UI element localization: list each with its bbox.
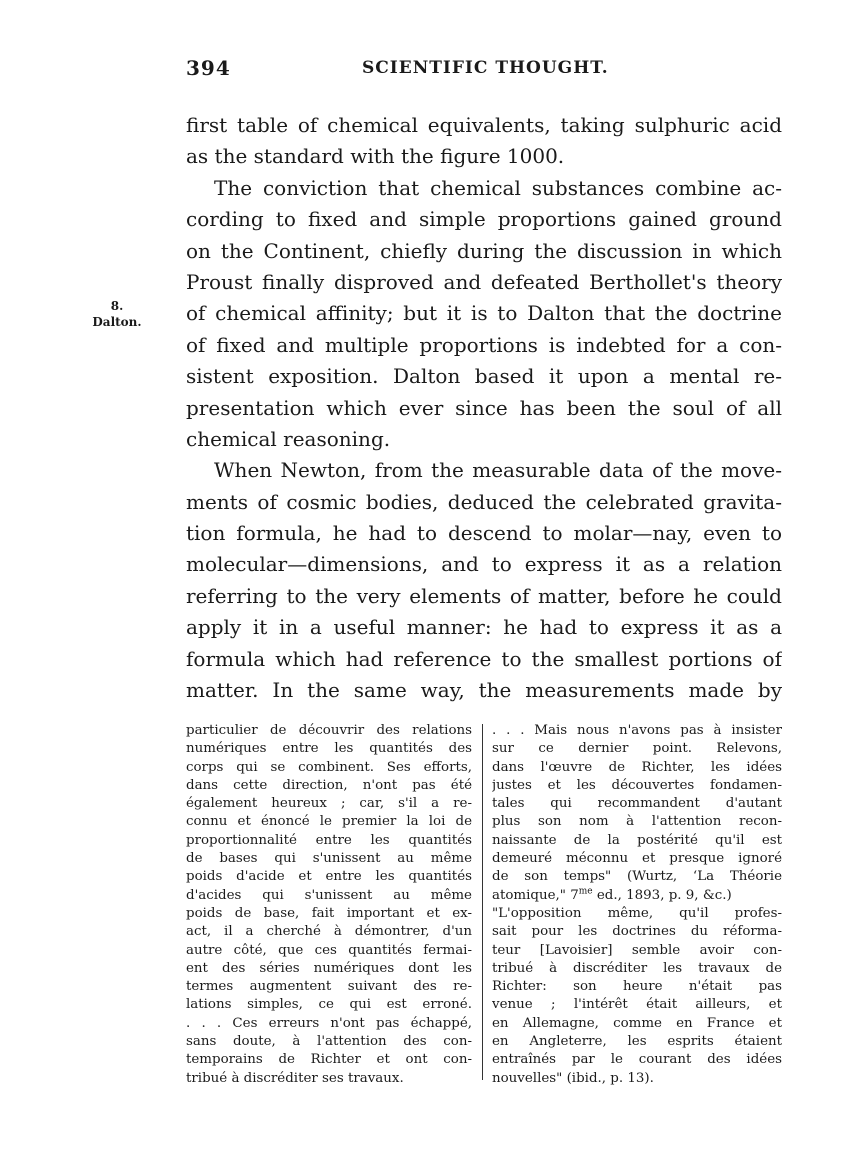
margin-note-number: 8. bbox=[110, 299, 124, 313]
footnote-line: entraînés par le courant des idées bbox=[492, 1052, 782, 1068]
body-line: apply it in a useful manner: he had to express it as a bbox=[186, 615, 782, 640]
footnote-line: de son temps" (Wurtz, ‘La Théorie bbox=[492, 869, 782, 885]
body-text bbox=[186, 110, 782, 706]
footnote-line: justes et les découvertes fondamen- bbox=[492, 777, 782, 793]
footnote-line: dans l'œuvre de Richter, les idées bbox=[492, 759, 782, 775]
footnote-line: demeuré méconnu et presque ignoré bbox=[492, 851, 782, 867]
footnote-line: tales qui recommandent d'autant bbox=[492, 796, 782, 812]
footnote-line: proportionnalité entre les quantités bbox=[186, 832, 472, 848]
footnote-line: termes augmentent suivant des re- bbox=[186, 979, 472, 995]
body-line: on the Continent, chiefly during the discussion in which bbox=[186, 238, 782, 263]
footnote-text: ed., 1893, p. 9, &c.) bbox=[592, 887, 732, 903]
body-line: presentation which ever since has been the soul of all bbox=[186, 395, 782, 420]
body-line: of chemical affinity; but it is to Dalton that the doctrine bbox=[186, 301, 782, 326]
body-line: The conviction that chemical substances combine ac- bbox=[214, 175, 782, 200]
footnote-line: poids de base, fait important et ex- bbox=[186, 905, 472, 921]
footnote-line: sans doute, à l'attention des con- bbox=[186, 1034, 472, 1050]
footnote-line: venue ; l'intérêt était ailleurs, et bbox=[492, 997, 782, 1013]
footnote-line: en Angleterre, les esprits étaient bbox=[492, 1034, 782, 1050]
footnote-line: connu et énoncé le premier la loi de bbox=[186, 814, 472, 830]
footnote-line: numériques entre les quantités des bbox=[186, 741, 472, 757]
footnote-line: temporains de Richter et ont con- bbox=[186, 1052, 472, 1068]
page-header bbox=[186, 56, 782, 86]
running-title: SCIENTIFIC THOUGHT. bbox=[362, 58, 609, 78]
body-line: Proust finally disproved and defeated Berthollet's theory bbox=[186, 269, 782, 294]
body-line: molecular—dimensions, and to express it as a relation bbox=[186, 552, 782, 577]
footnote-line: naissante de la postérité qu'il est bbox=[492, 832, 782, 848]
body-line: When Newton, from the measurable data of the move- bbox=[214, 458, 782, 483]
body-line: cording to fixed and simple proportions gained ground bbox=[186, 207, 782, 232]
footnote-line: . . . Mais nous n'avons pas à insister bbox=[492, 723, 782, 738]
margin-note-label: Dalton. bbox=[92, 315, 142, 329]
footnote-line: particulier de découvrir des relations bbox=[186, 723, 472, 738]
body-line: tion formula, he had to descend to molar—nay, even to bbox=[186, 521, 782, 546]
footnotes bbox=[186, 722, 782, 1092]
footnote-text: atomique," 7 bbox=[492, 887, 579, 903]
body-line: first table of chemical equivalents, taking sulphuric acid bbox=[186, 113, 782, 137]
footnote-line: autre côté, que ces quantités fermai- bbox=[186, 942, 472, 958]
footnote-line: dans cette direction, n'ont pas été bbox=[186, 777, 472, 793]
margin-note bbox=[82, 298, 152, 330]
body-line: referring to the very elements of matter, before he could bbox=[186, 583, 782, 608]
footnote-divider bbox=[482, 724, 483, 1080]
footnote-line: "L'opposition même, qu'il profes- bbox=[492, 905, 782, 921]
footnote-column-left bbox=[186, 722, 472, 1088]
footnote-line: sur ce dernier point. Relevons, bbox=[492, 741, 782, 757]
footnote-line: corps qui se combinent. Ses efforts, bbox=[186, 759, 472, 775]
footnote-line: teur [Lavoisier] semble avoir con- bbox=[492, 942, 782, 958]
footnote-line: sait pour les doctrines du réforma- bbox=[492, 924, 782, 940]
footnote-line: également heureux ; car, s'il a re- bbox=[186, 796, 472, 812]
footnote-line: en Allemagne, comme en France et bbox=[492, 1015, 782, 1031]
footnote-line: plus son nom à l'attention recon- bbox=[492, 814, 782, 830]
footnote-line: poids d'acide et entre les quantités bbox=[186, 869, 472, 885]
footnote-line: de bases qui s'unissent au même bbox=[186, 851, 472, 867]
body-line: chemical reasoning. bbox=[186, 426, 391, 451]
body-line: sistent exposition. Dalton based it upon a mental re- bbox=[186, 364, 782, 389]
footnote-line: Richter: son heure n'était pas bbox=[492, 979, 782, 995]
body-line: matter. In the same way, the measurements made by bbox=[186, 678, 782, 703]
footnote-column-right bbox=[492, 722, 782, 1088]
footnote-line: d'acides qui s'unissent au même bbox=[186, 887, 472, 903]
body-line: of fixed and multiple proportions is indebted for a con- bbox=[186, 332, 782, 357]
footnote-line: nouvelles" (ibid., p. 13). bbox=[492, 1070, 654, 1086]
footnote-superscript: me bbox=[578, 886, 593, 897]
body-line: ments of cosmic bodies, deduced the celebrated gravita- bbox=[186, 489, 782, 514]
footnote-line: . . . Ces erreurs n'ont pas échappé, bbox=[186, 1015, 472, 1031]
footnote-line bbox=[492, 887, 782, 905]
body-line: as the standard with the figure 1000. bbox=[186, 144, 565, 169]
footnote-line: tribué à discréditer ses travaux. bbox=[186, 1070, 404, 1086]
footnote-line: lations simples, ce qui est erroné. bbox=[186, 997, 472, 1013]
body-line: formula which had reference to the smallest portions of bbox=[186, 646, 782, 671]
page-number: 394 bbox=[186, 56, 231, 80]
footnote-line: act, il a cherché à démontrer, d'un bbox=[186, 924, 472, 940]
footnote-line: tribué à discréditer les travaux de bbox=[492, 960, 782, 976]
footnote-line: ent des séries numériques dont les bbox=[186, 960, 472, 976]
